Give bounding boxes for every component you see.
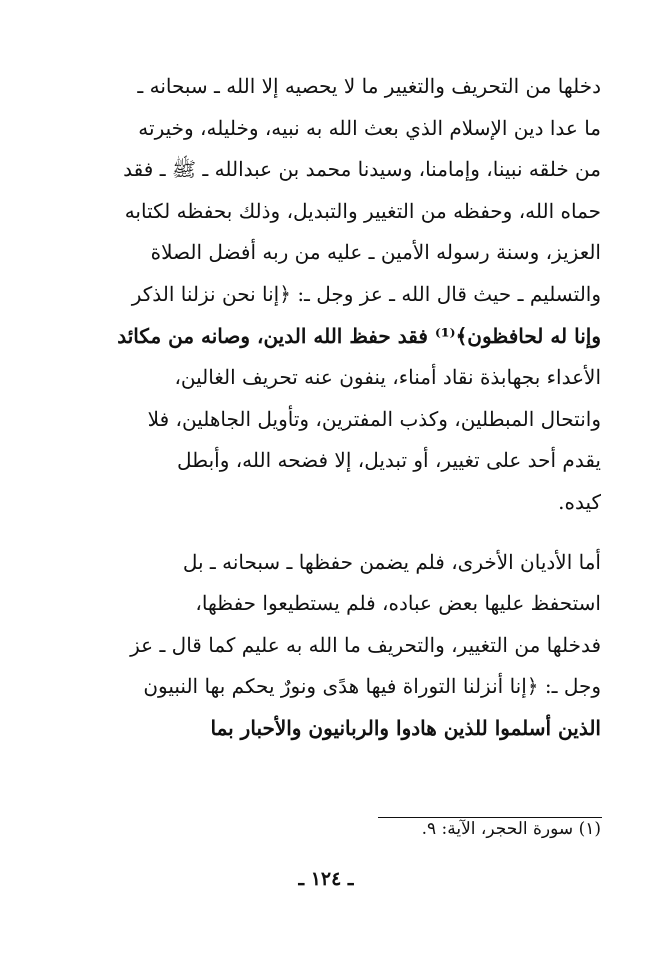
text-line: العزيز، وسنة رسوله الأمين ـ عليه من ربه أفضل الصلاة bbox=[150, 240, 601, 265]
text-line: الأعداء بجهابذة نقاد أمناء، ينفون عنه تحريف الغالين، bbox=[174, 365, 601, 390]
footnote-divider bbox=[378, 817, 602, 818]
main-text bbox=[66, 66, 601, 750]
text-line: كيده. bbox=[558, 489, 601, 514]
text-line: وإنا له لحافظون﴾⁽¹⁾ فقد حفظ الله الدين، وصانه من مكائد bbox=[117, 323, 601, 348]
text-line: ما عدا دين الإسلام الذي بعث الله به نبيه، وخليله، وخيرته bbox=[138, 115, 601, 140]
text-line: الذين أسلموا للذين هادوا والربانيون والأحبار بما bbox=[210, 715, 601, 740]
text-line: أما الأديان الأخرى، فلم يضمن حفظها ـ سبحانه ـ بل bbox=[182, 549, 601, 574]
text-line: حماه الله، وحفظه من التغيير والتبديل، وذلك بحفظه لكتابه bbox=[124, 198, 601, 223]
text-line: استحفظ عليها بعض عباده، فلم يستطيعوا حفظها، bbox=[195, 591, 601, 616]
text-line: والتسليم ـ حيث قال الله ـ عز وجل ـ: ﴿إنا نحن نزلنا الذكر bbox=[131, 281, 601, 306]
text-line: وانتحال المبطلين، وكذب المفترين، وتأويل الجاهلين، فلا bbox=[147, 406, 601, 431]
text-line: من خلقه نبينا، وإمامنا، وسيدنا محمد بن عبدالله ـ ﷺ ـ فقد bbox=[123, 157, 601, 182]
footnote: (١) سورة الحجر، الآية: ٩. bbox=[421, 819, 601, 839]
page-number: ـ ١٢٤ ـ bbox=[298, 868, 354, 890]
paragraph-gap bbox=[66, 524, 601, 542]
text-line: فدخلها من التغيير، والتحريف ما الله به عليم كما قال ـ عز bbox=[130, 632, 601, 657]
text-line: يقدم أحد على تغيير، أو تبديل، إلا فضحه الله، وأبطل bbox=[177, 448, 601, 473]
text-line: وجل ـ: ﴿إنا أنزلنا التوراة فيها هدًى ونورٌ يحكم بها النبيون bbox=[143, 674, 601, 699]
text-line: دخلها من التحريف والتغيير ما لا يحصيه إلا الله ـ سبحانه ـ bbox=[137, 74, 601, 98]
